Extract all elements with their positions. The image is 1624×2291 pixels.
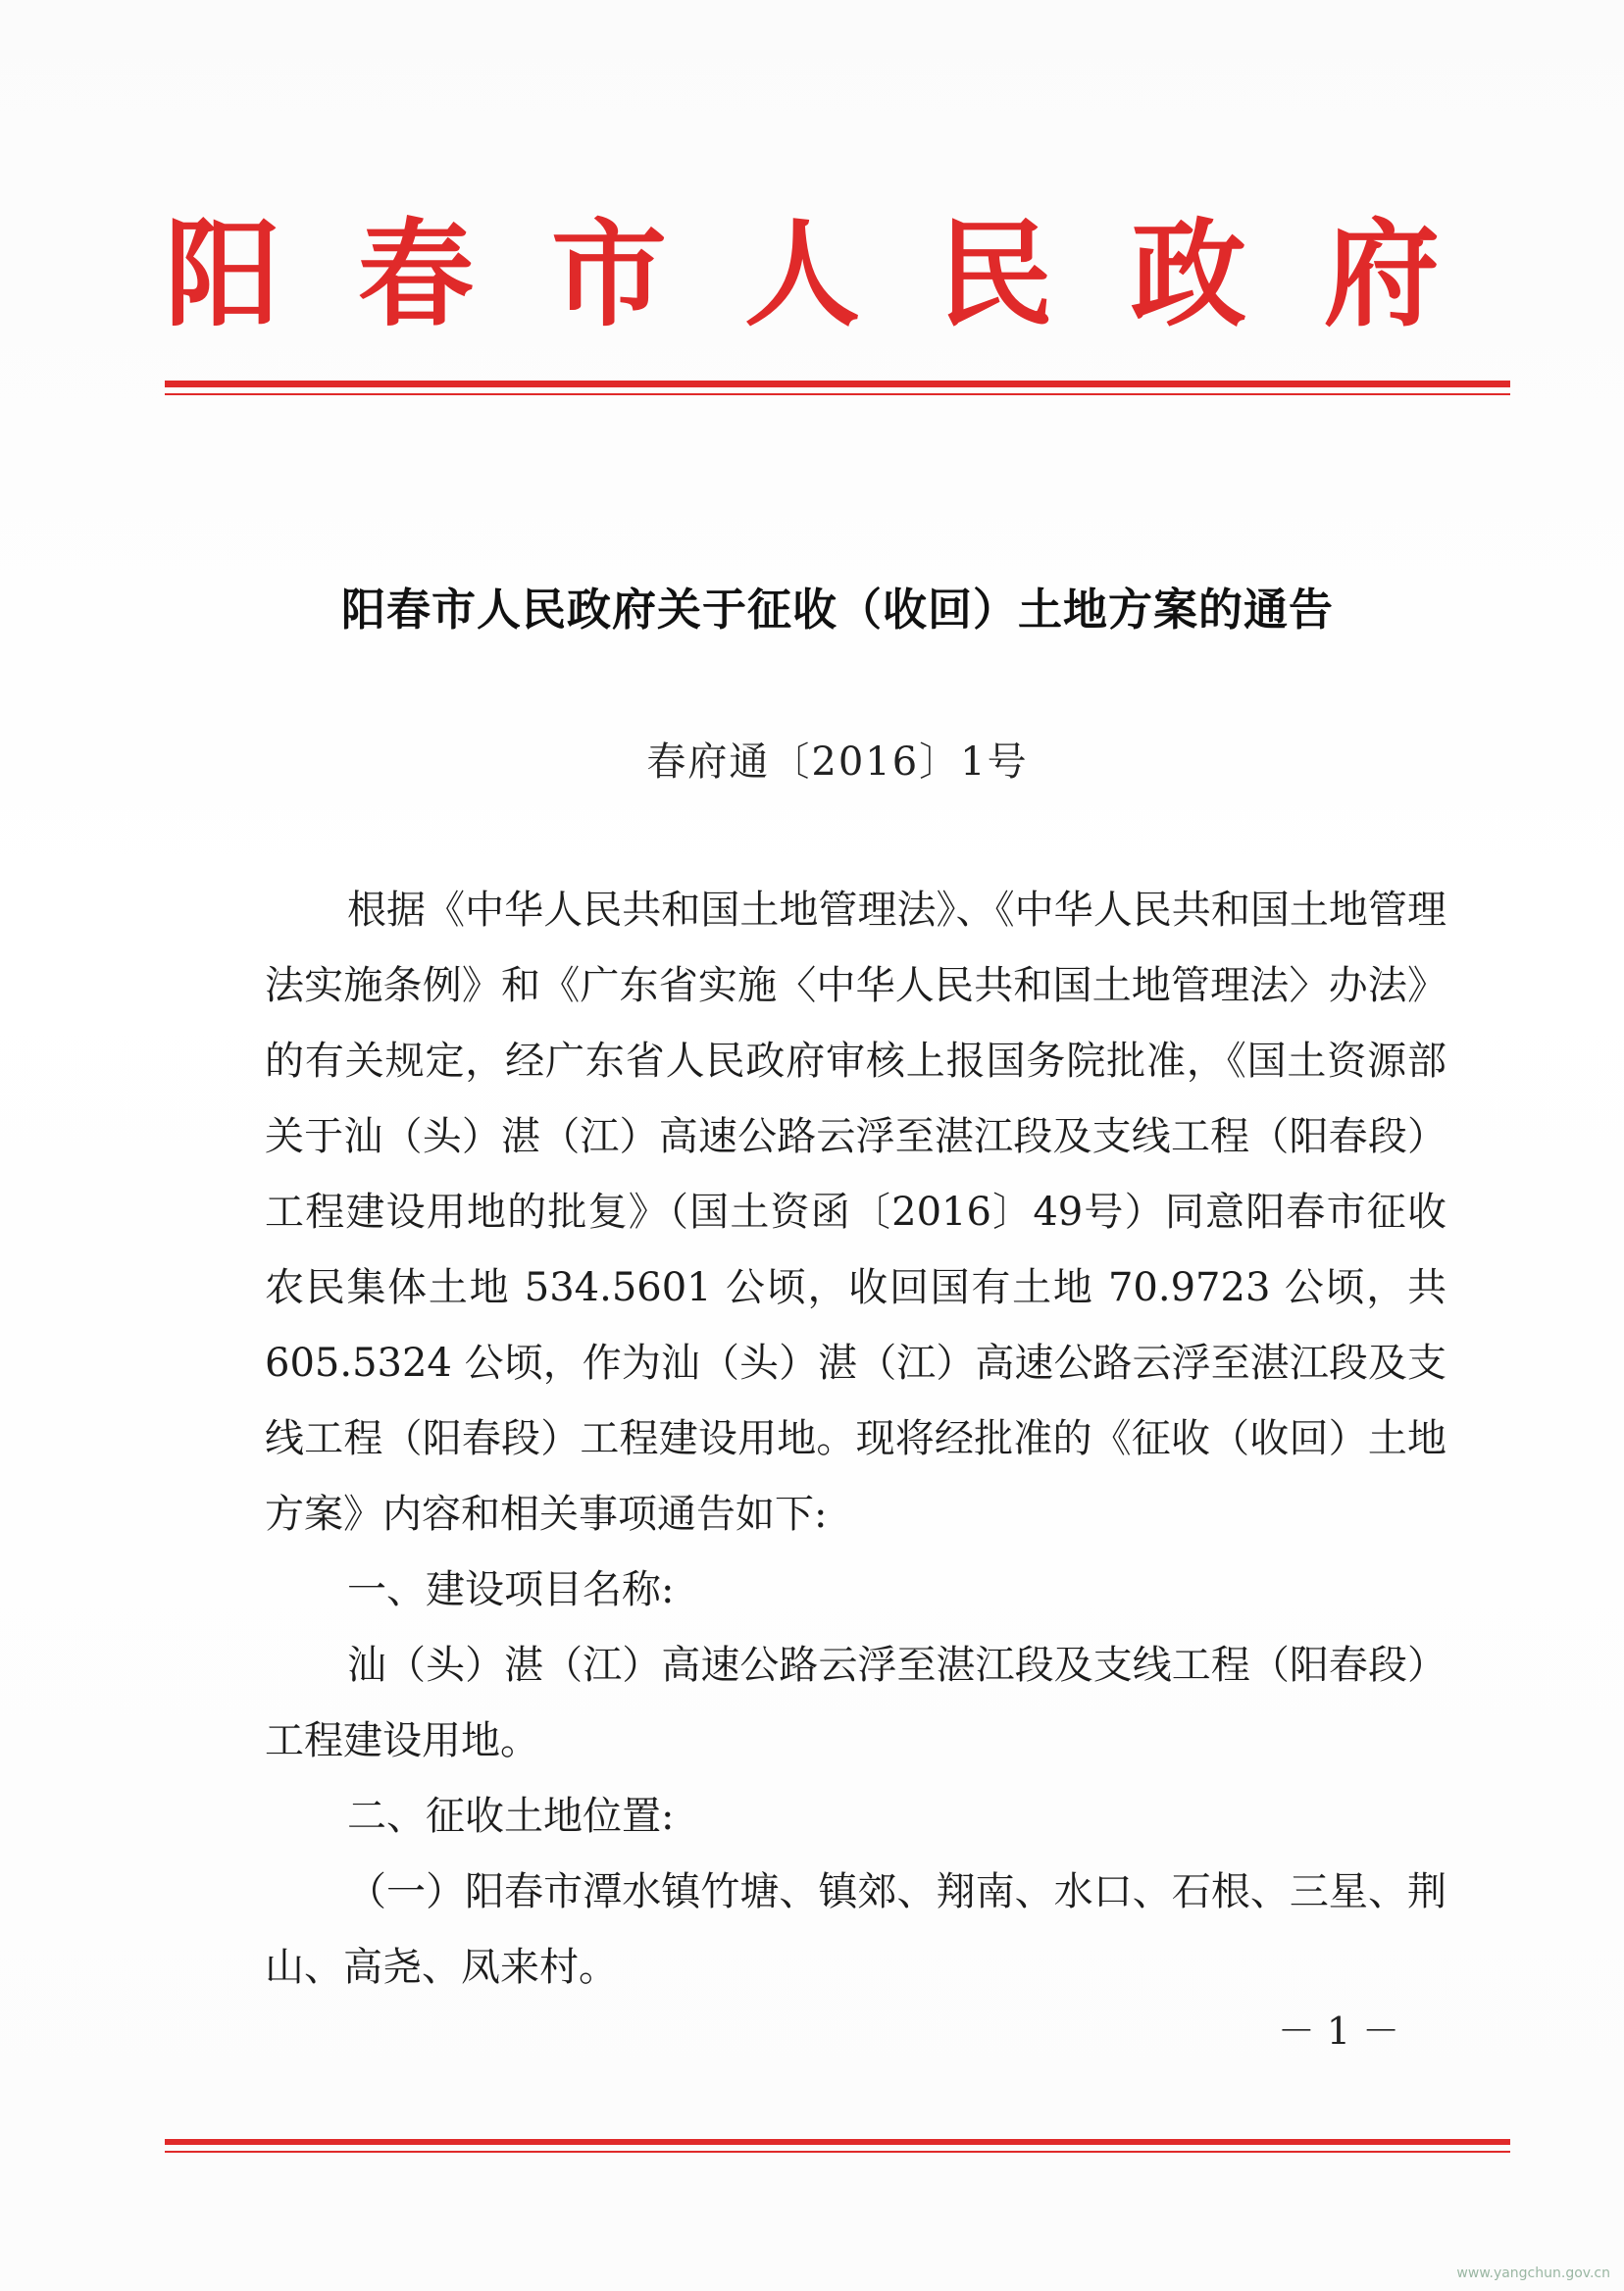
document-body [265,873,1446,2006]
header-char: 市 [550,207,667,342]
header-divider-thin [165,393,1510,395]
section-heading: 一、建设项目名称: [347,1567,675,1612]
site-watermark: www.yangchun.gov.cn [1456,2266,1610,2281]
document-number: 春府通〔2016〕1号 [646,739,1029,785]
section-heading: 二、征收土地位置: [347,1794,675,1839]
header-char: 阳 [165,207,281,342]
issuing-authority-header [165,201,1440,348]
header-char: 人 [743,207,860,342]
header-char: 府 [1323,207,1440,342]
body-paragraph: （一）阳春市潭水镇竹塘、镇郊、翔南、水口、石根、三星、荆山、高尧、凤来村。 [265,1869,1446,1990]
header-char: 春 [357,207,474,342]
footer-divider-thin [165,2151,1510,2153]
document-title: 阳春市人民政府关于征收（收回）土地方案的通告 [340,584,1334,636]
body-paragraph: 根据《中华人民共和国土地管理法》、《中华人民共和国土地管理法实施条例》和《广东省实施〈中华人民共和国土地管理法〉办法》的有关规定，经广东省人民政府审核上报国务院批准，《国土资源部关于汕（头）湛（江）高速公路云浮至湛江段及支线工程（阳春段）工程建设用地的批复》（国土资函〔2016〕49号）同意阳春市征收农民集体土地 534.5601 公顷，收回国有土地 70.9723 公顷，共 605.5324 公顷，作为汕（头）湛（江）高速公路云浮至湛江段及支线工程（阳春段）工程建设用地。现将经批准的《征收（收回）土地方案》内容和相关事项通告如下: [265,888,1446,1537]
body-paragraph: 汕（头）湛（江）高速公路云浮至湛江段及支线工程（阳春段）工程建设用地。 [265,1643,1446,1763]
header-divider-thick [165,381,1510,387]
page-number: － 1 － [1277,2010,1400,2053]
footer-divider-thick [165,2139,1510,2145]
header-char: 民 [937,207,1053,342]
header-char: 政 [1130,207,1246,342]
